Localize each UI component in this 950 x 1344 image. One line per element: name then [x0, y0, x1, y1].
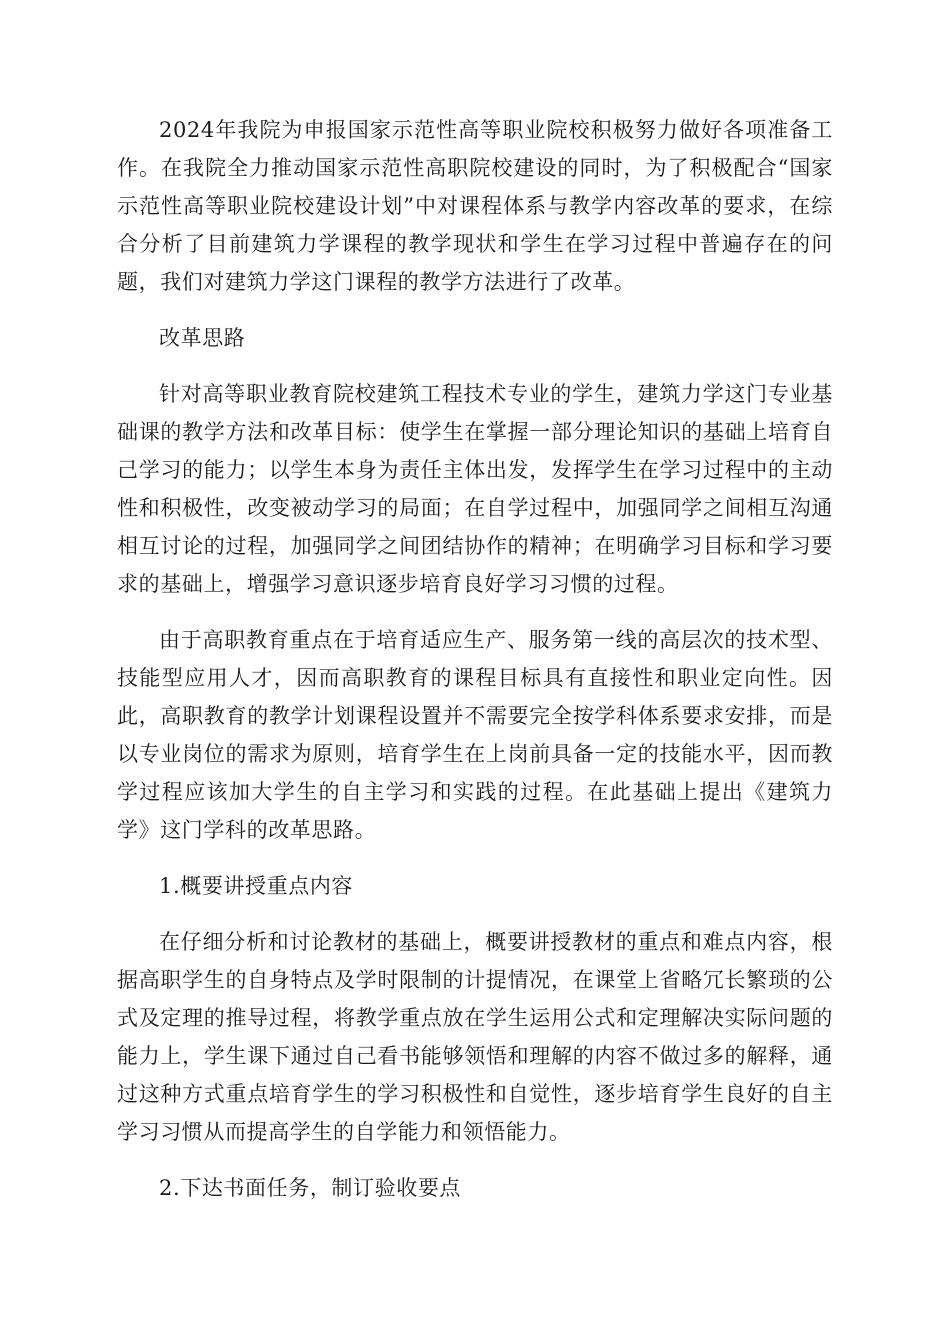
- paragraph-reform-goals: 针对高等职业教育院校建筑工程技术专业的学生，建筑力学这门专业基础课的教学方法和改革目标：使学生在掌握一部分理论知识的基础上培育自己学习的能力；以学生本身为责任主体出发，发挥学生在学习过程中的主动性和积极性，改变被动学习的局面；在自学过程中，加强同学之间相互沟通相互讨论的过程，加强同学之间团结协作的精神；在明确学习目标和学习要求的基础上，增强学习意识逐步培育良好学习习惯的过程。: [117, 382, 833, 596]
- paragraph-intro: 2024年我院为申报国家示范性高等职业院校积极努力做好各项准备工作。在我院全力推动国家示范性高职院校建设的同时，为了积极配合“国家示范性高等职业院校建设计划”中对课程体系与教学内容改革的要求，在综合分析了目前建筑力学课程的教学现状和学生在学习过程中普遍存在的问题，我们对建筑力学这门课程的教学方法进行了改革。: [117, 118, 833, 294]
- paragraph-key-content: 在仔细分析和讨论教材的基础上，概要讲授教材的重点和难点内容，根据高职学生的自身特点及学时限制的计提情况，在课堂上省略冗长繁琐的公式及定理的推导过程，将教学重点放在学生运用公式和定理解决实际问题的能力上，学生课下通过自己看书能够领悟和理解的内容不做过多的解释，通过这种方式重点培育学生的学习积极性和自觉性，逐步培育学生良好的自主学习习惯从而提高学生的自学能力和领悟能力。: [117, 930, 833, 1144]
- section-heading-2: 2.下达书面任务，制订验收要点: [159, 1176, 462, 1200]
- section-heading-reform-ideas: 改革思路: [159, 326, 246, 350]
- paragraph-vocational-education: 由于高职教育重点在于培育适应生产、服务第一线的高层次的技术型、技能型应用人才，因而高职教育的课程目标具有直接性和职业定向性。因此，高职教育的教学计划课程设置并不需要完全按学科体系要求安排，而是以专业岗位的需求为原则，培育学生在上岗前具备一定的技能水平，因而教学过程应该加大学生的自主学习和实践的过程。在此基础上提出《建筑力学》这门学科的改革思路。: [117, 628, 833, 842]
- section-heading-1: 1.概要讲授重点内容: [159, 874, 354, 898]
- document-body: [117, 111, 833, 1225]
